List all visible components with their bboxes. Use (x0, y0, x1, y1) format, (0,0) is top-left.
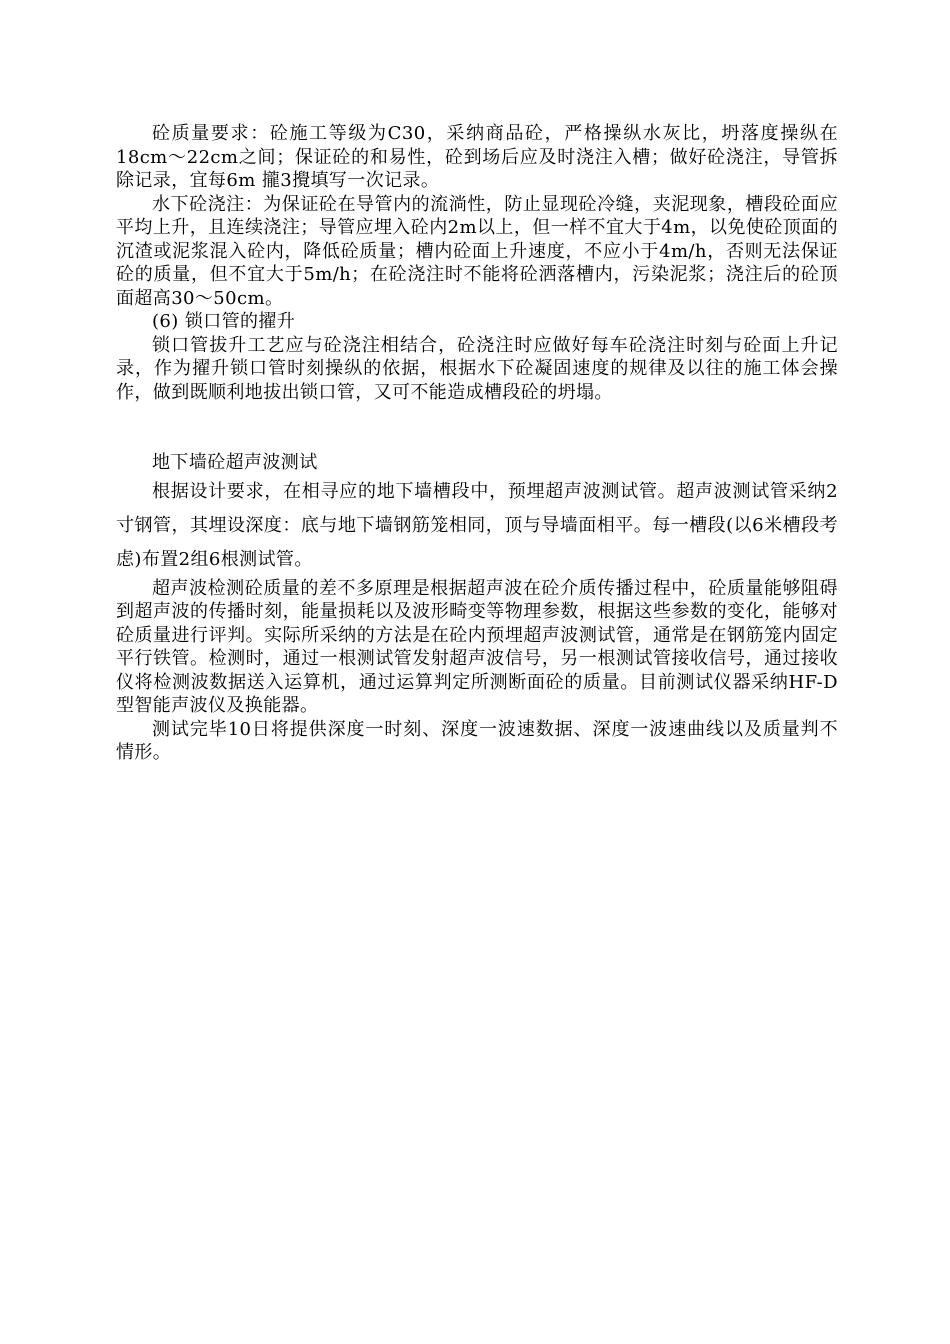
ultrasonic-report-paragraph: 测试完毕10日将提供深度一时刻、深度一波速数据、深度一波速曲线以及质量判不情形。 (116, 718, 838, 763)
ultrasonic-design-paragraph: 根据设计要求，在相寻应的地下墙槽段中，预埋超声波测试管。超声波测试管采纳2寸钢管，其埋设深度：底与地下墙钢筋笼相同，顶与导墙面相平。每一槽段(以6米槽段考虑)布置2组6根测试管。 (116, 480, 838, 570)
ultrasonic-principle-paragraph: 超声波检测砼质量的差不多原理是根据超声波在砼介质传播过程中，砼质量能够阻碍到超声波的传播时刻，能量损耗以及波形畸变等物理参数，根据这些参数的变化，能够对砼质量进行评判。实际所采纳的方法是在砼内预埋超声波测试管，通常是在钢筋笼内固定平行铁管。检测时，通过一根测试管发射超声波信号，另一根测试管接收信号，通过接收仪将检测波数据送入运算机，通过运算判定所测断面砼的质量。目前测试仪器采纳HF-D型智能声波仪及换能器。 (116, 577, 838, 716)
document-page (116, 122, 838, 765)
underwater-pouring-paragraph: 水下砼浇注：为保证砼在导管内的流淌性，防止显现砼冷缝，夹泥现象，槽段砼面应平均上升，且连续浇注；导管应埋入砼内2m以上，但一样不宜大于4m，以免使砼顶面的沉渣或泥浆混入砼内，降低砼质量；槽内砼面上升速度，不应小于4m/h，否则无法保证砼的质量，但不宜大于5m/h；在砼浇注时不能将砼洒落槽内，污染泥浆；浇注后的砼顶面超高30～50cm。 (116, 193, 838, 309)
section-spacer (116, 404, 838, 451)
lock-pipe-paragraph: 锁口管拔升工艺应与砼浇注相结合，砼浇注时应做好每车砼浇注时刻与砼面上升记录，作为擢升锁口管时刻操纵的依据，根据水下砼凝固速度的规律及以往的施工体会操作，做到既顺利地拔出锁口管，又可不能造成槽段砼的坍塌。 (116, 334, 838, 403)
ultrasonic-heading: 地下墙砼超声波测试 (152, 452, 318, 473)
lock-pipe-heading: (6) 锁口管的擢升 (152, 311, 296, 332)
concrete-quality-paragraph: 砼质量要求：砼施工等级为C30，采纳商品砼，严格操纵水灰比，坍落度操纵在18cm～22cm之间；保证砼的和易性，砼到场后应及时浇注入槽；做好砼浇注，导管拆除记录，宜每6m 攏3攪填写一次记录。 (116, 123, 838, 191)
